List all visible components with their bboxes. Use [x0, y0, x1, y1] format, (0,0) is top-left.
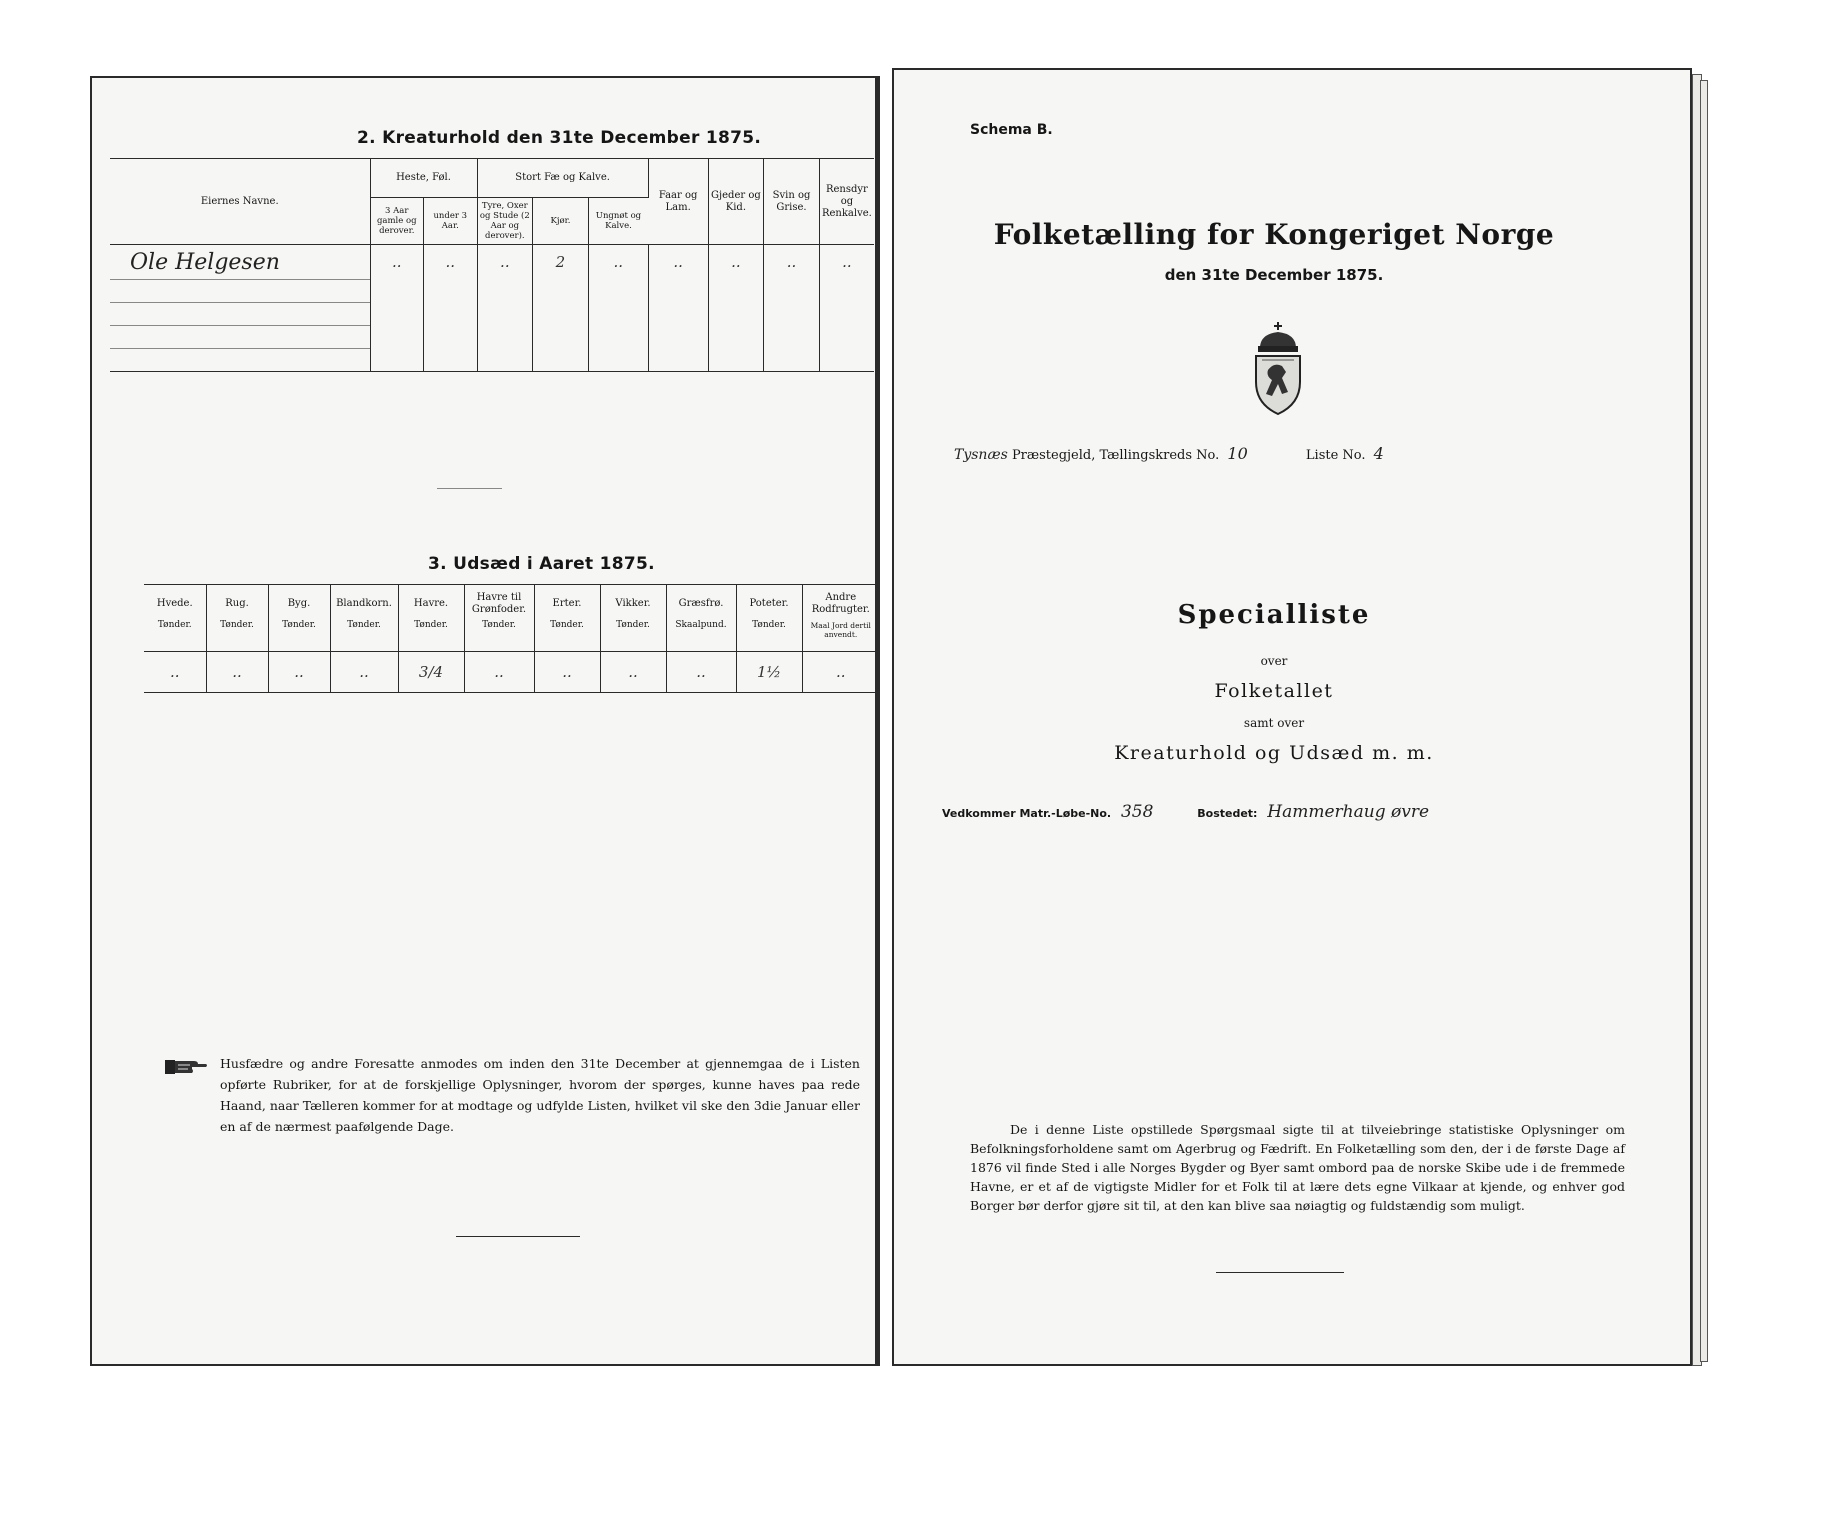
seed-column-header [144, 585, 206, 652]
cell: .. [648, 245, 708, 280]
cattle-header: Stort Fæ og Kalve. [477, 159, 648, 198]
district-label: Tællingskreds No. [1099, 448, 1220, 463]
folketallet-title: Folketallet [1214, 680, 1334, 702]
specialliste-title: Specialliste [1177, 600, 1371, 630]
seed-value: 1½ [736, 652, 802, 693]
cell: .. [708, 245, 764, 280]
seed-column-name: Poteter. [749, 598, 789, 609]
seed-column-unit: Skaalpund. [675, 620, 727, 630]
goats-header: Gjeder og Kid. [708, 159, 764, 245]
seed-column-header [666, 585, 736, 652]
seed-column-unit: Tønder. [220, 620, 254, 630]
seed-column-unit: Tønder. [752, 620, 786, 630]
table-row [144, 652, 879, 693]
cattle-bulls-header: Tyre, Oxer og Stude (2 Aar og derover). [477, 198, 533, 245]
matr-line [942, 802, 1642, 822]
seed-column-name: Havre. [413, 598, 449, 609]
seed-column-header [464, 585, 534, 652]
seed-table [144, 584, 879, 693]
right-page [892, 68, 1692, 1366]
seed-column-name: Rug. [225, 598, 249, 609]
owner-name: Ole Helgesen [130, 249, 280, 275]
seed-column-header [600, 585, 666, 652]
district-value: 10 [1227, 444, 1248, 463]
matr-label: Vedkommer Matr.-Løbe-No. [942, 807, 1112, 820]
table-row [110, 326, 874, 349]
cattle-cows-header: Kjør. [533, 198, 589, 245]
cattle-young-header: Ungnøt og Kalve. [588, 198, 648, 245]
bosted-label: Bostedet: [1197, 807, 1258, 820]
list-label: Liste No. [1305, 448, 1366, 463]
samt-over-label: samt over [1243, 716, 1305, 730]
form-title: Folketælling for Kongeriget Norge [993, 218, 1555, 251]
seed-column-unit: Tønder. [616, 620, 650, 630]
notice-text: Husfædre og andre Foresatte anmodes om inden den 31te December at gjennemgaa de i Listen opførte Rubriker, for at de forskjellige Oplysninger, hvorom der spørges, kunne haves paa rede Haand, naar Tælleren kommer for at modtage og udfylde Listen, hvilket vil ske den 3die Januar eller en af de nærmest paafølgende Dage. [220, 1056, 860, 1134]
seed-column-unit: Tønder. [482, 620, 516, 630]
seed-value: .. [666, 652, 736, 693]
seed-value: .. [534, 652, 600, 693]
seed-column-header [206, 585, 268, 652]
form-date: den 31te December 1875. [1164, 266, 1384, 284]
cell: .. [424, 245, 478, 280]
horses-under3-header: under 3 Aar. [424, 198, 478, 245]
schema-label: Schema B. [970, 122, 1053, 138]
divider [456, 1236, 580, 1237]
pigs-header: Svin og Grise. [764, 159, 820, 245]
cell: .. [370, 245, 424, 280]
table-row [110, 280, 874, 303]
cell: .. [588, 245, 648, 280]
left-page [90, 76, 880, 1366]
seed-column-name: Vikker. [615, 598, 651, 609]
livestock-table [110, 158, 874, 372]
bosted-value: Hammerhaug øvre [1267, 802, 1430, 822]
final-text: De i denne Liste opstillede Spørgsmaal sigte til at tilveiebringe statistiske Oplysninger om Befolkningsforholdene samt om Agerbrug og Fædrift. En Folketælling som den, der i de første Dage af 1876 vil finde Sted i alle Norges Bygder og Byer samt ombord paa de norske Skibe ude i de fremmede Havne, er et af de vigtigste Midler for et Folk til at lære dets egne Vilkaar at kjende, og enhver god Borger bør derfor gjøre sit til, at den kan blive saa nøiagtig og fuldstændig som muligt. [970, 1122, 1625, 1213]
seed-column-header [736, 585, 802, 652]
seed-column-name: Erter. [552, 598, 582, 609]
page-edge [1700, 80, 1708, 1362]
owner-header: Eiernes Navne. [110, 159, 370, 245]
seed-column-name: Blandkorn. [336, 598, 392, 609]
seed-column-name: Havre til Grønfoder. [471, 592, 527, 615]
list-value: 4 [1373, 444, 1384, 463]
matr-value: 358 [1120, 802, 1154, 822]
seed-column-unit: Tønder. [282, 620, 316, 630]
seed-column-name: Græsfrø. [678, 598, 724, 609]
seed-column-unit: Tønder. [414, 620, 448, 630]
reindeer-header: Rensdyr og Renkalve. [819, 159, 874, 245]
seed-value: .. [464, 652, 534, 693]
kreaturhold-title: Kreaturhold og Udsæd m. m. [1114, 742, 1434, 764]
cell: .. [764, 245, 820, 280]
coat-of-arms-icon [1248, 320, 1308, 416]
pointing-hand-icon [164, 1056, 208, 1078]
horses-3yr-header: 3 Aar gamle og derover. [370, 198, 424, 245]
location-line [954, 444, 1654, 463]
seed-column-unit: Tønder. [157, 620, 192, 630]
table-row [110, 303, 874, 326]
seed-column-header [268, 585, 330, 652]
seed-column-name: Hvede. [156, 598, 193, 609]
table-row [110, 349, 874, 372]
seed-header-row [144, 585, 879, 652]
seed-value: .. [144, 652, 206, 693]
seed-value: .. [330, 652, 398, 693]
over-label: over [1260, 654, 1288, 668]
seed-value: .. [206, 652, 268, 693]
sheep-header: Faar og Lam. [648, 159, 708, 245]
parish-label: Præstegjeld, [1011, 448, 1096, 463]
seed-heading: 3. Udsæd i Aaret 1875. [428, 554, 655, 574]
cell: .. [842, 253, 852, 272]
seed-value: .. [835, 663, 846, 681]
seed-column-unit: Tønder. [550, 620, 584, 630]
cell: 2 [533, 245, 589, 280]
seed-column-header [802, 585, 879, 652]
divider [1216, 1272, 1344, 1273]
horses-header: Heste, Føl. [370, 159, 477, 198]
seed-value: .. [268, 652, 330, 693]
seed-value: .. [600, 652, 666, 693]
livestock-heading: 2. Kreaturhold den 31te December 1875. [357, 128, 762, 148]
seed-column-header [398, 585, 464, 652]
seed-column-unit: Tønder. [347, 620, 381, 630]
seed-column-name: Andre Rodfrugter. [811, 592, 870, 615]
divider [437, 488, 502, 489]
seed-column-header [330, 585, 398, 652]
cell: .. [477, 245, 533, 280]
seed-column-unit: Maal Jord dertil anvendt. [810, 621, 871, 639]
seed-column-header [534, 585, 600, 652]
seed-value: 3/4 [398, 652, 464, 693]
parish-value: Tysnæs [954, 447, 1008, 463]
seed-column-name: Byg. [287, 598, 311, 609]
table-row [110, 245, 874, 280]
